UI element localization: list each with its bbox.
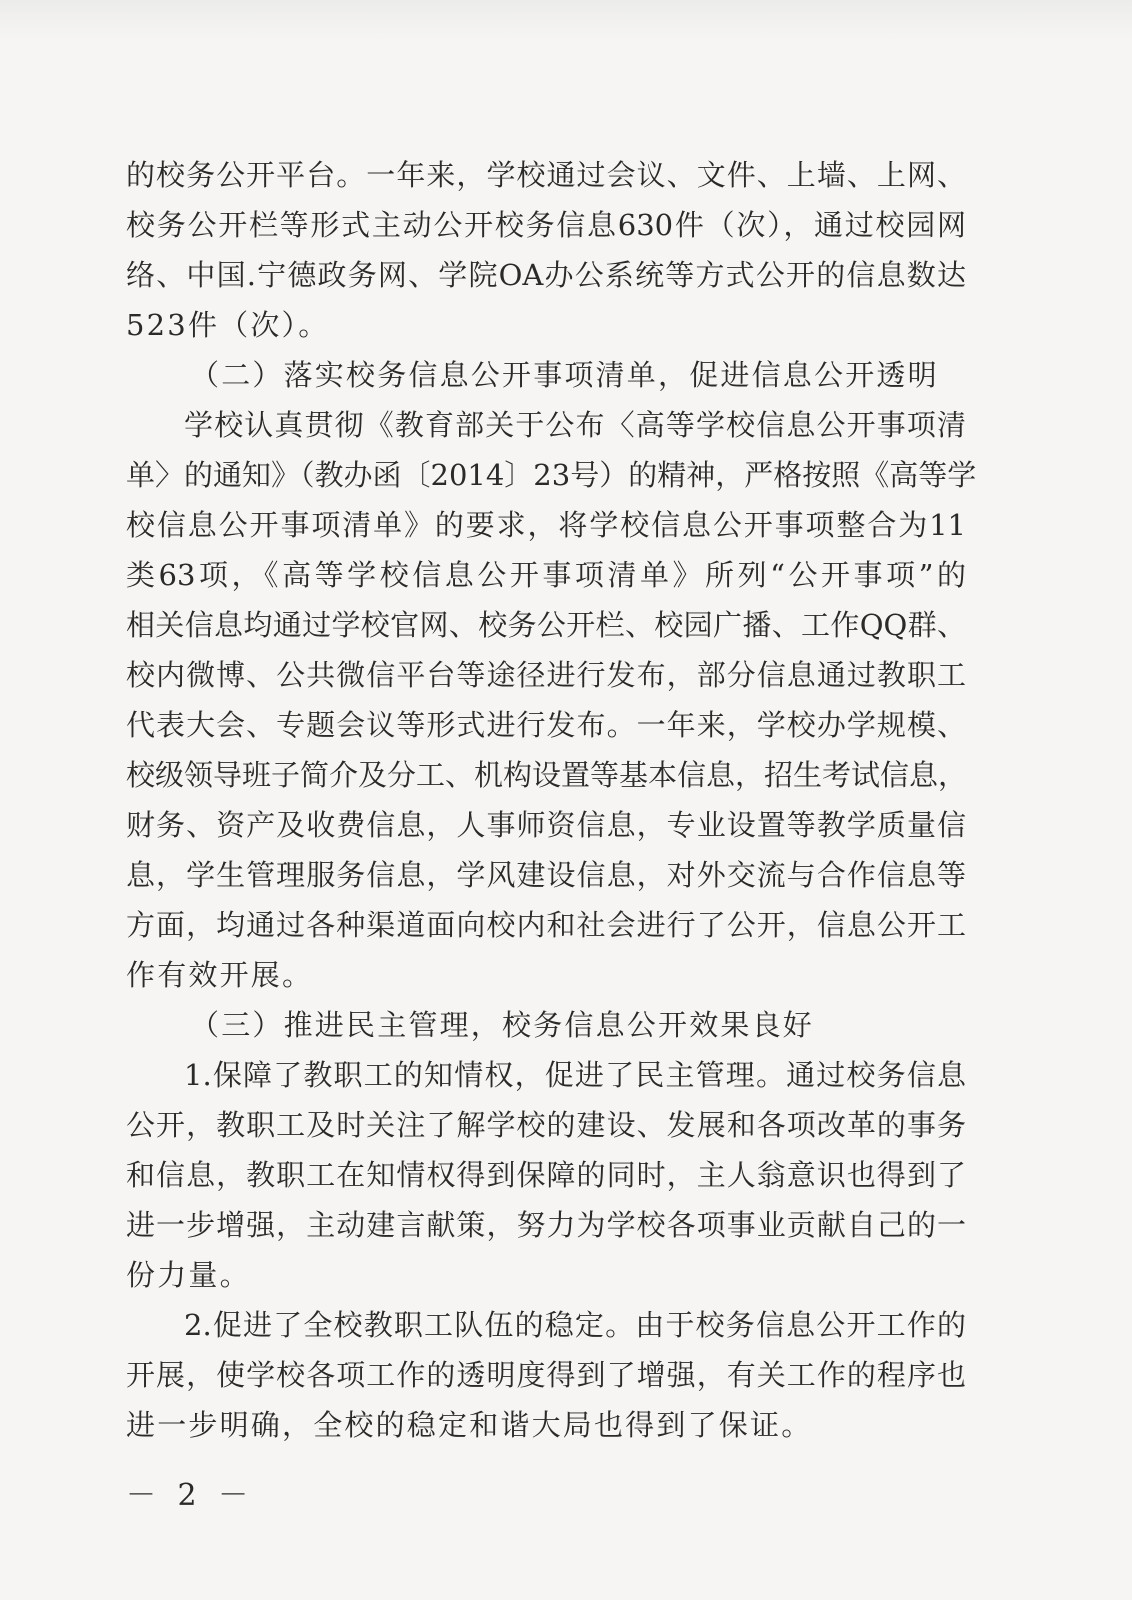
paragraph-line: 校级领导班子简介及分工、机构设置等基本信息，招生考试信息， bbox=[126, 758, 968, 792]
section-heading: （三）推进民主管理，校务信息公开效果良好 bbox=[190, 1008, 815, 1042]
paragraph-line: 方面，均通过各种渠道面向校内和社会进行了公开，信息公开工 bbox=[126, 908, 966, 942]
paragraph-line: 进一步明确，全校的稳定和谐大局也得到了保证。 bbox=[126, 1408, 813, 1442]
paragraph-line: 份力量。 bbox=[126, 1258, 251, 1292]
paragraph-line: 进一步增强，主动建言献策，努力为学校各项事业贡献自己的一 bbox=[126, 1208, 966, 1242]
paragraph-line: 开展，使学校各项工作的透明度得到了增强，有关工作的程序也 bbox=[126, 1358, 966, 1392]
body-text bbox=[126, 150, 977, 1450]
paragraph-line: 的校务公开平台。一年来，学校通过会议、文件、上墙、上网、 bbox=[126, 158, 966, 192]
section-heading: （二）落实校务信息公开事项清单，促进信息公开透明 bbox=[190, 358, 939, 392]
paragraph-line: 学校认真贯彻《教育部关于公布〈高等学校信息公开事项清 bbox=[184, 408, 966, 442]
paragraph-line: 校内微博、公共微信平台等途径进行发布，部分信息通过教职工 bbox=[126, 658, 966, 692]
paragraph-line: 2.促进了全校教职工队伍的稳定。由于校务信息公开工作的 bbox=[184, 1308, 966, 1342]
paragraph-line: 和信息，教职工在知情权得到保障的同时，主人翁意识也得到了 bbox=[126, 1158, 966, 1192]
paragraph-line: 校务公开栏等形式主动公开校务信息630件（次），通过校园网 bbox=[126, 208, 966, 242]
paragraph-line: 类63项，《高等学校信息公开事项清单》所列“公开事项”的 bbox=[126, 558, 966, 592]
paragraph-line: 作有效开展。 bbox=[126, 958, 314, 992]
paragraph-line: 相关信息均通过学校官网、校务公开栏、校园广播、工作QQ群、 bbox=[126, 608, 966, 642]
paragraph-line: 单〉的通知》（教办函〔2014〕23号）的精神，严格按照《高等学 bbox=[126, 458, 977, 492]
paragraph-line: 校信息公开事项清单》的要求，将学校信息公开事项整合为11 bbox=[126, 508, 966, 542]
paragraph-line: 息，学生管理服务信息，学风建设信息，对外交流与合作信息等 bbox=[126, 858, 966, 892]
paragraph-line: 络、中国.宁德政务网、学院OA办公系统等方式公开的信息数达 bbox=[126, 258, 966, 292]
page-number: － 2 － bbox=[126, 1478, 255, 1513]
paragraph-line: 523件（次）。 bbox=[126, 308, 330, 342]
scan-edge bbox=[0, 0, 1132, 40]
paragraph-line: 1.保障了教职工的知情权，促进了民主管理。通过校务信息 bbox=[184, 1058, 966, 1092]
paragraph-line: 财务、资产及收费信息，人事师资信息，专业设置等教学质量信 bbox=[126, 808, 966, 842]
paragraph-line: 公开，教职工及时关注了解学校的建设、发展和各项改革的事务 bbox=[126, 1108, 966, 1142]
paragraph-line: 代表大会、专题会议等形式进行发布。一年来，学校办学规模、 bbox=[126, 708, 966, 742]
